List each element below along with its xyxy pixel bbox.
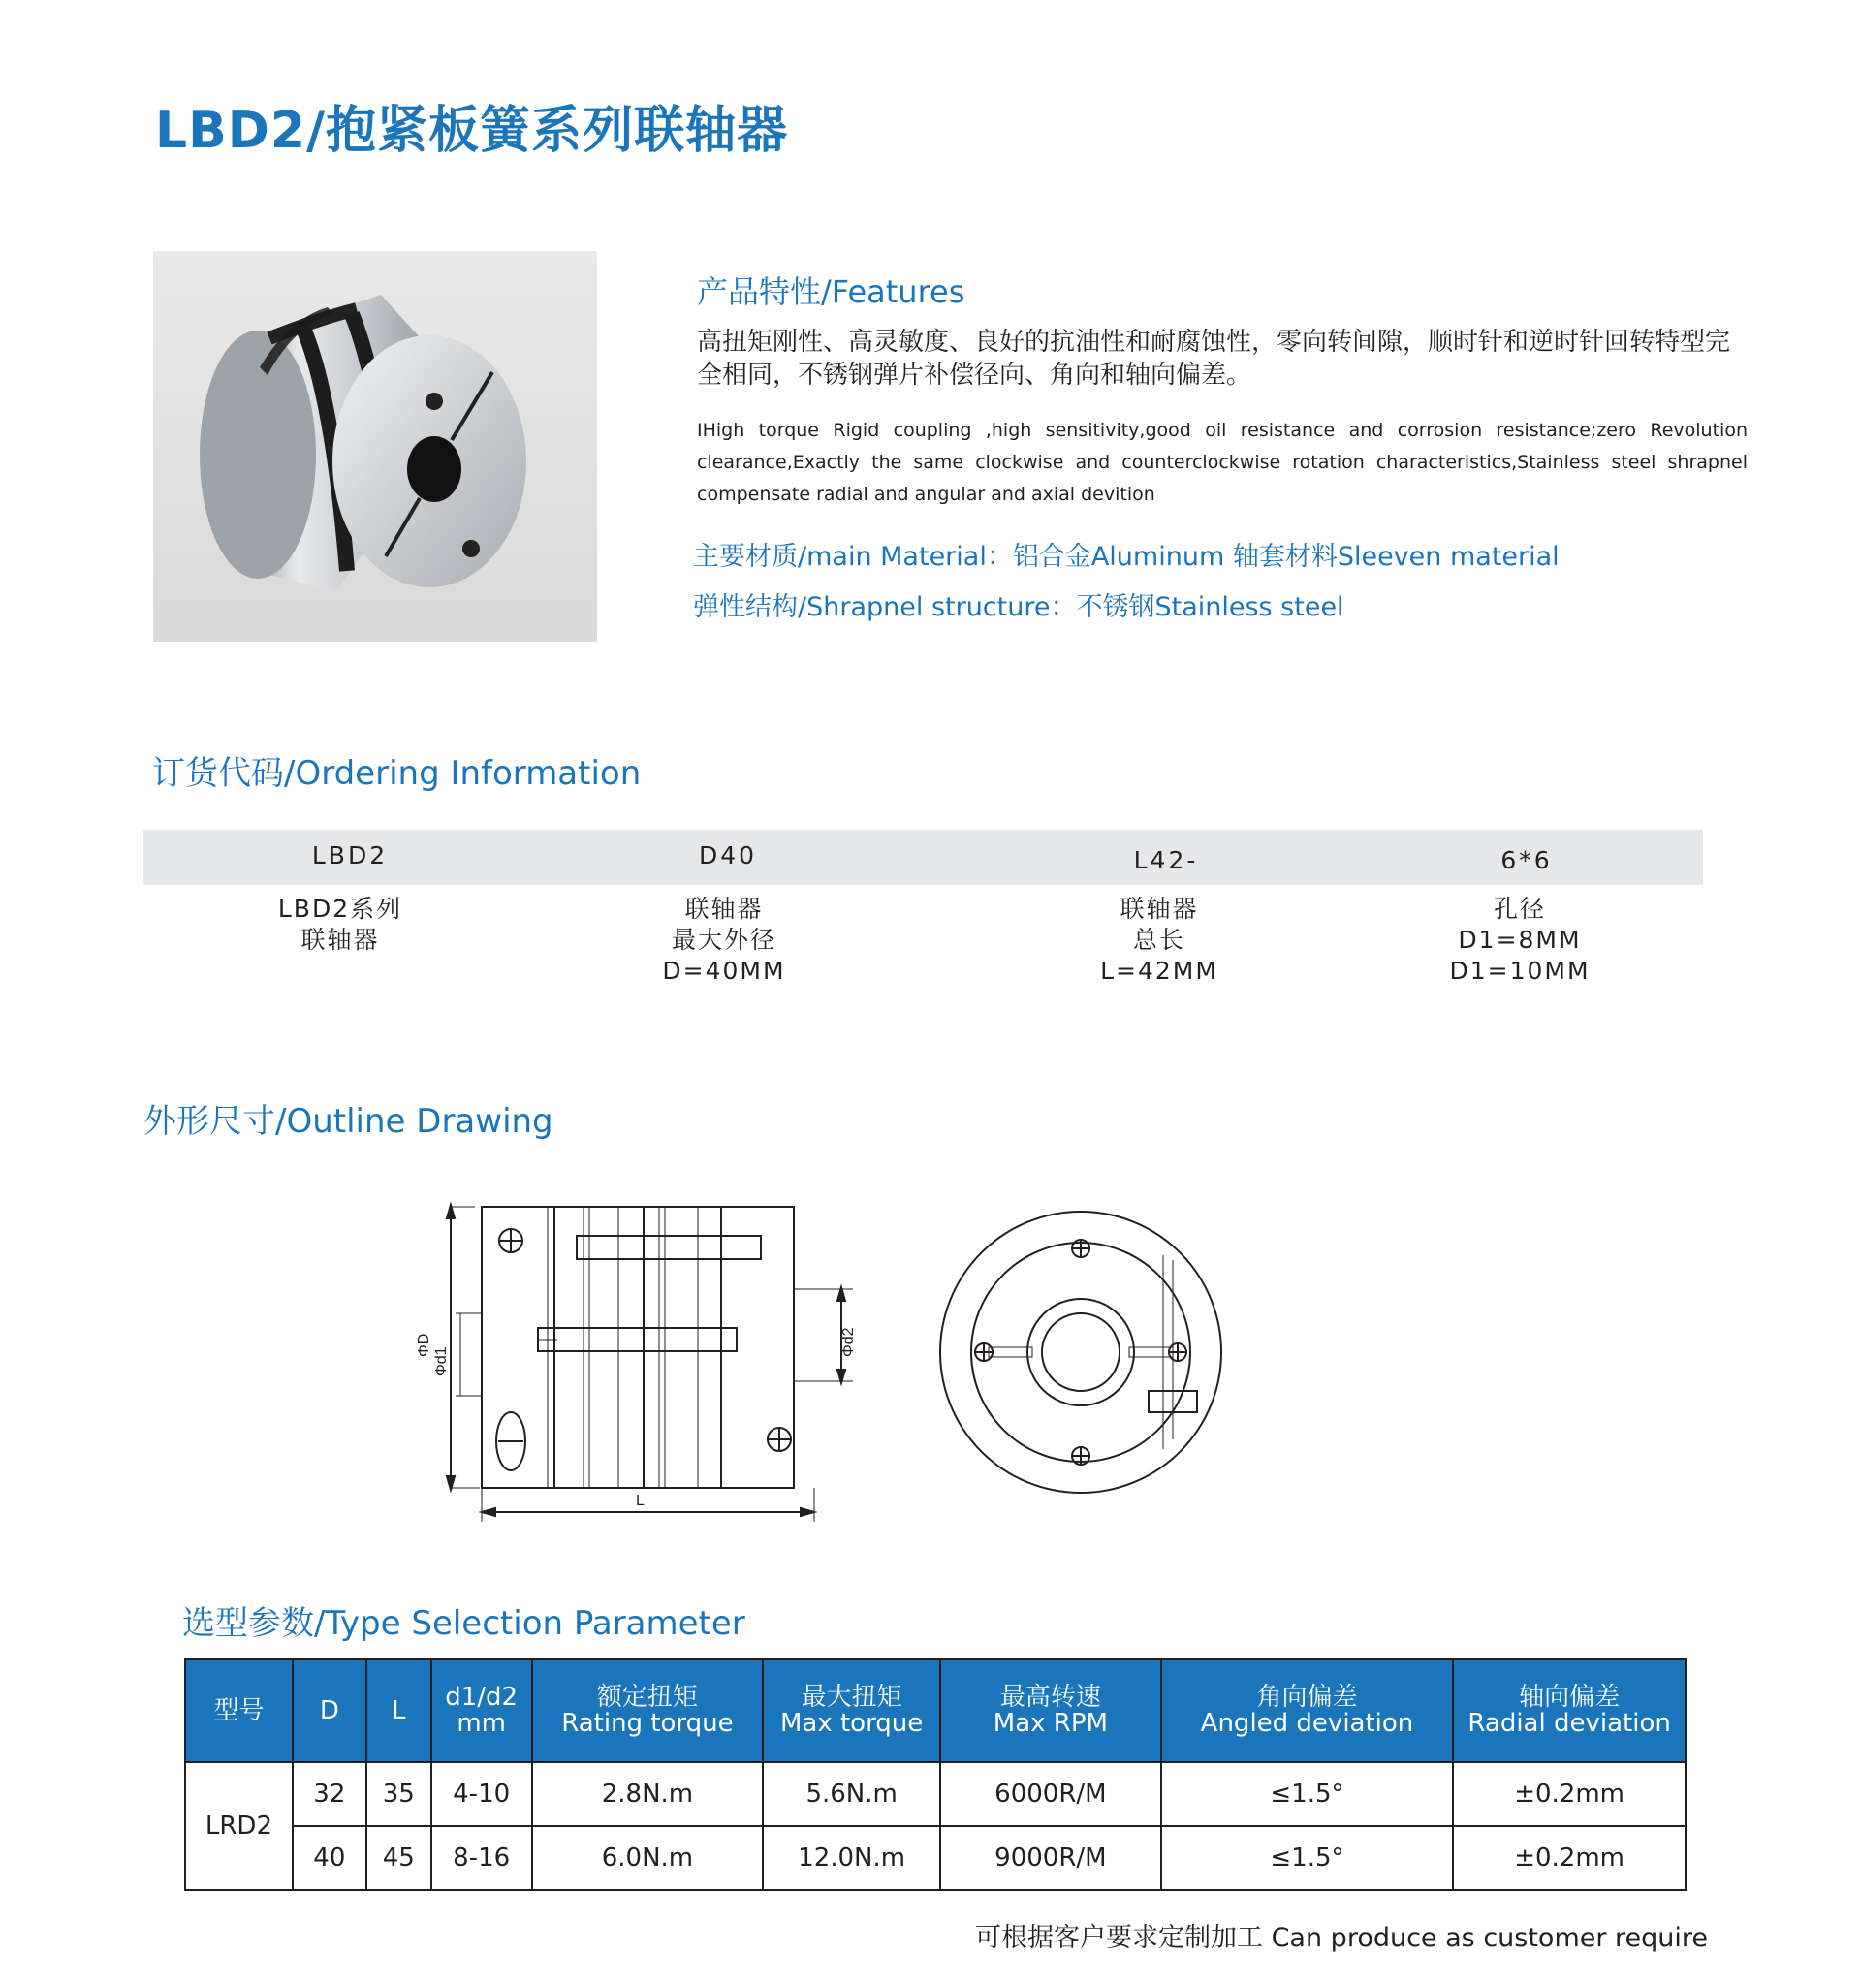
features-heading: 产品特性/Features — [697, 273, 965, 310]
model-cell: LRD2 — [185, 1762, 293, 1890]
order-desc-line: 孔径 — [1493, 895, 1546, 923]
dim-d2-label: Φd2 — [840, 1327, 857, 1357]
table-cell: 8-16 — [431, 1826, 532, 1890]
table-cell: 12.0N.m — [763, 1826, 940, 1890]
table-cell: 4-10 — [431, 1762, 532, 1826]
table-cell: 32 — [293, 1762, 366, 1826]
outline-drawing — [368, 1187, 1241, 1560]
table-cell: 45 — [366, 1826, 431, 1890]
features-description-cn: 高扭矩刚性、高灵敏度、良好的抗油性和耐腐蚀性，零向转间隙，顺时针和逆时针回转特型完全相同，不锈钢弹片补偿径向、角向和轴向偏差。 — [697, 328, 1731, 390]
col-header-max-torque: 最大扭矩 Max torque — [763, 1659, 940, 1762]
col-header-angled-deviation: 角向偏差 Angled deviation — [1161, 1659, 1454, 1762]
page-title: LBD2/抱紧板簧系列联轴器 — [155, 102, 789, 160]
selection-heading: 选型参数/Type Selection Parameter — [182, 1604, 745, 1643]
product-photo — [153, 251, 597, 642]
col-header-l: L — [366, 1659, 431, 1762]
material-spec: 主要材质/main Material：铝合金Aluminum 轴套材料Sleeven material — [693, 542, 1560, 572]
table-cell: 35 — [366, 1762, 431, 1826]
order-desc-series — [185, 894, 495, 956]
table-cell: 40 — [293, 1826, 366, 1890]
table-cell: 6000R/M — [940, 1762, 1161, 1826]
table-cell: 2.8N.m — [532, 1762, 764, 1826]
table-row — [185, 1826, 1686, 1890]
order-desc-line: 联轴器 — [684, 895, 764, 923]
col-header-bore: d1/d2 mm — [431, 1659, 532, 1762]
col-header-d: D — [293, 1659, 366, 1762]
table-cell: ±0.2mm — [1453, 1826, 1686, 1890]
table-cell: ≤1.5° — [1161, 1826, 1454, 1890]
order-code-bore: 6*6 — [1500, 846, 1553, 874]
shrapnel-spec: 弹性结构/Shrapnel structure：不锈钢Stainless steel — [693, 592, 1344, 622]
ordering-heading: 订货代码/Ordering Information — [152, 754, 642, 793]
dim-length-label: L — [636, 1493, 645, 1509]
order-desc-line: 联轴器 — [1120, 895, 1199, 923]
side-view — [447, 1205, 853, 1522]
col-header-radial-deviation: 轴向偏差 Radial deviation — [1453, 1659, 1686, 1762]
col-header-max-rpm: 最高转速 Max RPM — [940, 1659, 1161, 1762]
table-cell: ±0.2mm — [1453, 1762, 1686, 1826]
custom-production-note: 可根据客户要求定制加工 Can produce as customer require — [975, 1923, 1709, 1953]
order-desc-line: L=42MM — [1100, 957, 1218, 985]
order-code-diameter: D40 — [698, 841, 758, 869]
order-desc-line: LBD2系列 — [277, 895, 403, 923]
dim-diameter-label: ΦD — [416, 1333, 432, 1357]
order-desc-line: D1=8MM — [1458, 926, 1582, 954]
order-code-length: L42- — [1133, 846, 1199, 874]
order-desc-line: 最大外径 — [671, 926, 776, 954]
features-description-en: IHigh torque Rigid coupling ,high sensitivity,good oil resistance and corrosion resistance;zero Revolution clearance,Exactly the same clockwise and counterclockwise rotation characteristics,Stainless steel shrapnel compensate radial and angular and axial devition — [697, 420, 1748, 505]
order-desc-length — [1004, 894, 1314, 987]
outline-heading: 外形尺寸/Outline Drawing — [143, 1102, 553, 1141]
order-desc-line: 联轴器 — [300, 926, 380, 954]
order-desc-line: D1=10MM — [1449, 957, 1591, 985]
order-desc-diameter — [569, 894, 879, 987]
order-desc-bore — [1365, 894, 1675, 987]
table-cell: 5.6N.m — [763, 1762, 940, 1826]
table-cell: 6.0N.m — [532, 1826, 764, 1890]
order-desc-line: D=40MM — [662, 957, 786, 985]
table-cell: 9000R/M — [940, 1826, 1161, 1890]
order-code-series: LBD2 — [311, 841, 389, 869]
col-header-rating-torque: 额定扭矩 Rating torque — [532, 1659, 764, 1762]
col-header-model: 型号 — [185, 1659, 293, 1762]
table-cell: ≤1.5° — [1161, 1762, 1454, 1826]
table-row — [185, 1762, 1686, 1826]
table-header-row — [185, 1659, 1686, 1762]
dim-d1-label: Φd1 — [433, 1346, 450, 1376]
end-view — [940, 1212, 1221, 1493]
order-desc-line: 总长 — [1132, 926, 1185, 954]
selection-table — [184, 1658, 1687, 1891]
